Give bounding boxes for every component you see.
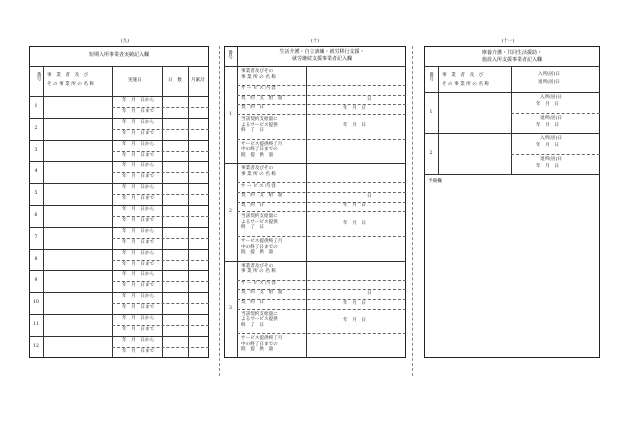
short-stay-from-date: 年 月 日から (122, 163, 155, 169)
short-stay-col-no: 番号 (36, 72, 41, 82)
facility-out-date-label: 退所(居)日 (540, 115, 562, 121)
daily-support-row-label: 契 約 日 (241, 300, 264, 306)
daily-support-row-divider (237, 333, 406, 334)
daily-support-title-rule (224, 66, 406, 67)
short-stay-row-number: 11 (33, 322, 39, 327)
facility-col-name-2: そ の 事 業 所 の 名 称 (442, 82, 489, 87)
daily-support-title-2: 就労継続支援事業者記入欄 (291, 56, 352, 62)
daily-support-row-label: サ ー ビ ス 内 容 (241, 280, 276, 286)
facility-col-name-1: 事 業 者 及 び (442, 73, 484, 78)
daily-support-row-label: 既 提 供 量 (241, 249, 274, 255)
short-stay-title-rule (29, 66, 209, 67)
short-stay-from-date: 年 月 日から (122, 185, 155, 191)
short-stay-row-number: 12 (33, 343, 39, 349)
short-stay-row-number: 4 (34, 169, 38, 175)
daily-support-row-label: 契 約 支 給 量 (241, 95, 283, 101)
daily-support-row-label: 事業者及びその (241, 69, 274, 75)
short-stay-row-rule (29, 183, 209, 184)
daily-support-row-label: 事 業 所 の 名 称 (241, 171, 276, 177)
daily-support-day-unit: 日 (367, 291, 372, 297)
short-stay-row-number: 10 (33, 300, 39, 306)
short-stay-row-number: 5 (34, 191, 38, 197)
short-stay-row-divider (112, 260, 209, 261)
short-stay-from-date: 年 月 日から (122, 228, 155, 234)
facility-title-1: 療養介護・共同生活援助・ (481, 50, 542, 56)
facility-title-2: 施設入所支援事業者記入欄 (481, 57, 542, 63)
daily-support-block-number: 3 (229, 306, 232, 312)
facility-in-date-value: 年 月 日 (536, 143, 559, 148)
daily-support-row-label: 契 約 日 (241, 202, 264, 208)
section-10-number: (十) (310, 39, 320, 44)
short-stay-to-date: 年 月 日まで (122, 130, 155, 136)
daily-support-row-divider (237, 236, 406, 237)
fold-line-right (412, 46, 413, 376)
short-stay-from-date: 年 月 日から (122, 316, 155, 321)
facility-in-date-value: 年 月 日 (536, 102, 559, 107)
short-stay-row-rule (29, 227, 209, 228)
short-stay-row-number: 9 (34, 278, 38, 284)
facility-col-no: 番号 (428, 72, 434, 82)
daily-support-date: 年 月 日 (343, 123, 366, 129)
short-stay-from-date: 年 月 日から (122, 250, 155, 256)
daily-support-date: 年 月 日 (343, 106, 366, 112)
short-stay-row-number: 7 (34, 234, 38, 240)
short-stay-to-date: 年 月 日まで (122, 196, 155, 202)
daily-support-date: 年 月 日 (343, 317, 366, 323)
daily-support-row-label: 事業者及びその (241, 263, 274, 269)
short-stay-row-divider (112, 238, 209, 239)
daily-support-row-label: 事 業 所 の 名 称 (241, 269, 276, 275)
short-stay-row-rule (29, 118, 209, 119)
short-stay-row-divider (112, 107, 209, 108)
daily-support-row-label: 中の終了日までの (241, 341, 278, 347)
short-stay-row-number: 3 (34, 147, 38, 153)
daily-support-row-label: 終 了 日 (241, 322, 264, 328)
short-stay-to-date: 年 月 日まで (122, 305, 155, 311)
short-stay-to-date: 年 月 日まで (122, 152, 155, 158)
daily-support-row-label: よるサービス提供 (241, 219, 278, 225)
short-stay-from-date: 年 月 日から (122, 337, 155, 343)
short-stay-header-rule (29, 96, 209, 97)
short-stay-from-date: 年 月 日から (122, 119, 155, 125)
short-stay-row-rule (29, 336, 209, 337)
daily-support-row-divider (237, 309, 406, 310)
facility-out-date-value: 年 月 日 (536, 163, 559, 169)
short-stay-to-date: 年 月 日まで (122, 109, 155, 114)
section-9-number: (九) (120, 39, 130, 44)
daily-support-row-label: サ ー ビ ス 内 容 (241, 183, 276, 189)
daily-support-title-1: 生活介護・自立訓練・就労移行支援・ (279, 49, 365, 55)
short-stay-col-name-1: 事 業 者 及 び (47, 73, 89, 78)
short-stay-to-date: 年 月 日まで (122, 283, 155, 289)
daily-support-row-label: 既 提 供 量 (241, 347, 274, 353)
daily-support-block-number: 1 (229, 111, 232, 117)
short-stay-table (29, 46, 209, 358)
short-stay-title: 短期入所事業者実績記入欄 (88, 52, 149, 58)
daily-support-day-unit: 日 (367, 193, 372, 199)
daily-support-row-label: 契 約 日 (241, 105, 264, 111)
short-stay-row-divider (112, 194, 209, 195)
daily-support-row-divider (237, 139, 406, 140)
short-stay-row-divider (112, 151, 209, 152)
short-stay-row-divider (112, 216, 209, 217)
short-stay-row-number: 1 (34, 104, 38, 109)
daily-support-col-no: 番号 (227, 50, 233, 60)
short-stay-row-number: 8 (34, 256, 38, 262)
facility-block-rule (424, 133, 600, 134)
facility-in-date-label: 入所(居)日 (540, 136, 562, 141)
short-stay-row-divider (112, 172, 209, 173)
daily-support-row-label: サービス提供終了月 (241, 336, 283, 342)
daily-support-block-rule (224, 261, 406, 262)
short-stay-row-number: 2 (34, 125, 38, 131)
daily-support-day-unit: 日 (367, 96, 372, 102)
daily-support-row-label: 当該契約支給量に (241, 117, 278, 123)
short-stay-row-rule (29, 314, 209, 315)
section-11-number: (十一) (501, 39, 515, 44)
short-stay-row-rule (29, 205, 209, 206)
short-stay-row-rule (29, 140, 209, 141)
daily-support-row-label: よるサービス提供 (241, 122, 278, 128)
facility-notes-label: 予備欄 (428, 179, 442, 184)
daily-support-row-label: 既 提 供 量 (241, 152, 274, 158)
short-stay-to-date: 年 月 日まで (122, 218, 155, 223)
facility-block-divider (511, 154, 600, 155)
fold-line-left (219, 46, 220, 376)
daily-support-block-rule (224, 163, 406, 164)
short-stay-col-date: 実施日 (128, 78, 142, 83)
daily-support-row-label: 当該契約支給量に (241, 311, 278, 317)
facility-block-number: 2 (429, 150, 433, 156)
short-stay-col-monthly: 月累計 (191, 78, 205, 83)
short-stay-row-number: 6 (34, 213, 38, 218)
facility-out-date-value: 年 月 日 (536, 122, 559, 128)
daily-support-row-divider (237, 114, 406, 115)
daily-support-row-label: 終 了 日 (241, 225, 264, 231)
daily-support-row-label: サービス提供終了月 (241, 239, 283, 245)
facility-block-number: 1 (429, 109, 433, 115)
facility-header-rule (424, 92, 600, 93)
short-stay-to-date: 年 月 日まで (122, 174, 155, 180)
short-stay-row-divider (112, 129, 209, 130)
daily-support-row-label: サービス提供終了月 (241, 141, 283, 147)
short-stay-from-date: 年 月 日から (122, 98, 155, 103)
daily-support-row-label: 中の終了日までの (241, 244, 278, 250)
daily-support-date: 年 月 日 (343, 203, 366, 209)
short-stay-row-rule (29, 292, 209, 293)
short-stay-from-date: 年 月 日から (122, 294, 155, 300)
facility-out-date-label: 退所(居)日 (540, 156, 562, 162)
facility-vline-no (438, 66, 439, 174)
daily-support-row-label: よるサービス提供 (241, 317, 278, 323)
short-stay-col-days: 日 数 (168, 78, 182, 83)
facility-in-date-label: 入所(居)日 (540, 95, 562, 100)
daily-support-row-label: 中の終了日までの (241, 147, 278, 153)
daily-support-block-number: 2 (229, 208, 232, 214)
short-stay-to-date: 年 月 日まで (122, 261, 155, 267)
short-stay-to-date: 年 月 日まで (122, 348, 155, 354)
short-stay-row-divider (112, 325, 209, 326)
daily-support-row-label: 当該契約支給量に (241, 214, 278, 220)
daily-support-date: 年 月 日 (343, 300, 366, 306)
short-stay-to-date: 年 月 日まで (122, 239, 155, 245)
daily-support-date: 年 月 日 (343, 220, 366, 226)
short-stay-row-rule (29, 270, 209, 271)
facility-vline-mid (511, 66, 512, 174)
short-stay-from-date: 年 月 日から (122, 141, 155, 147)
facility-in-date-header: 入所(居)日 (538, 72, 560, 77)
daily-support-row-label: 終 了 日 (241, 127, 264, 133)
daily-support-row-label: 事業者及びその (241, 166, 274, 172)
short-stay-from-date: 年 月 日から (122, 272, 155, 278)
short-stay-row-divider (112, 303, 209, 304)
short-stay-row-divider (112, 347, 209, 348)
daily-support-row-label: 契 約 支 給 量 (241, 290, 283, 296)
short-stay-row-divider (112, 281, 209, 282)
facility-block-divider (511, 113, 600, 114)
facility-out-date-header: 退所(居)日 (538, 80, 560, 85)
short-stay-col-name-2: そ の 事 業 所 の 名 称 (47, 82, 94, 87)
daily-support-row-label: サ ー ビ ス 内 容 (241, 86, 276, 92)
short-stay-from-date: 年 月 日から (122, 207, 155, 212)
facility-block-rule (424, 174, 600, 175)
facility-title-rule (424, 66, 600, 67)
short-stay-row-rule (29, 161, 209, 162)
short-stay-row-rule (29, 249, 209, 250)
daily-support-row-label: 契 約 支 給 量 (241, 193, 283, 199)
daily-support-row-divider (237, 211, 406, 212)
daily-support-row-label: 事 業 所 の 名 称 (241, 74, 276, 80)
short-stay-to-date: 年 月 日まで (122, 327, 155, 332)
